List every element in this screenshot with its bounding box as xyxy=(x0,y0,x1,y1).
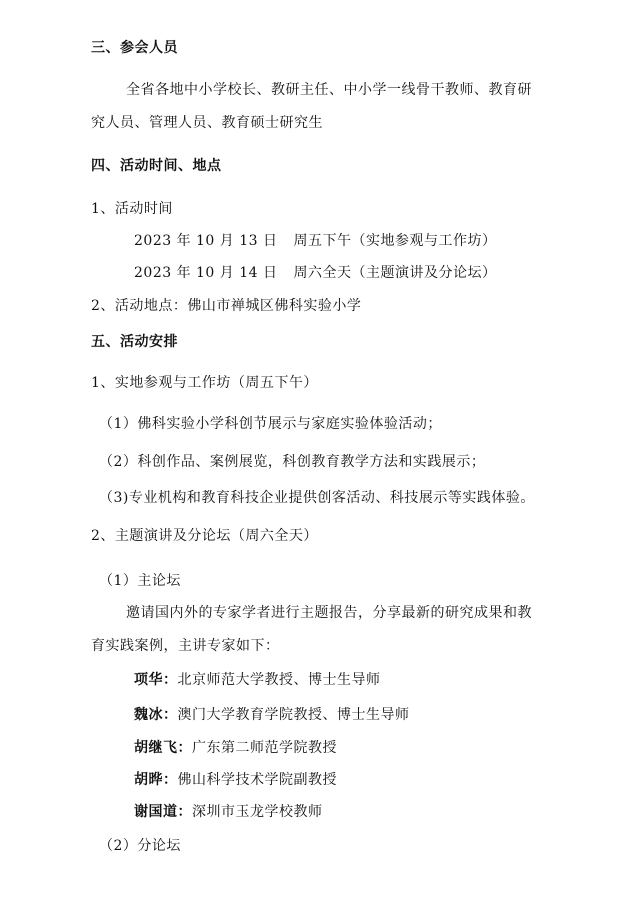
schedule-desc-1: 周五下午（实地参观与工作坊） xyxy=(293,233,497,249)
schedule-date-2: 2023 年 10 月 14 日 xyxy=(134,265,278,281)
expert-title: 广东第二师范学院教授 xyxy=(192,740,337,756)
activity-time-label: 1、活动时间 xyxy=(91,201,173,217)
schedule-row-2 xyxy=(134,263,497,283)
expert-row xyxy=(134,802,323,822)
expert-row xyxy=(134,705,410,725)
expert-name: 谢国道： xyxy=(134,804,192,820)
expert-name: 胡晔： xyxy=(134,772,178,788)
main-forum-label: （1）主论坛 xyxy=(99,573,181,589)
field-visit-item-2: （2）科创作品、案例展览，科创教育教学方法和实践展示； xyxy=(99,454,486,470)
expert-title: 深圳市玉龙学校教师 xyxy=(192,804,323,820)
expert-row xyxy=(134,670,381,690)
attendees-paragraph-line-2: 究人员、管理人员、教育硕士研究生 xyxy=(91,115,323,131)
expert-title: 佛山科学技术学院副教授 xyxy=(177,772,337,788)
field-visit-item-1: （1）佛科实验小学科创节展示与家庭实验体验活动； xyxy=(99,416,442,432)
keynote-label: 2、主题演讲及分论坛（周六全天） xyxy=(91,528,318,544)
expert-row xyxy=(134,738,337,758)
schedule-desc-2: 周六全天（主题演讲及分论坛） xyxy=(293,265,497,281)
section-3-heading: 三、参会人员 xyxy=(91,40,178,56)
sub-forum-label: （2）分论坛 xyxy=(99,838,181,854)
expert-name: 胡继飞： xyxy=(134,740,192,756)
expert-row xyxy=(134,770,337,790)
main-forum-paragraph-line-1: 邀请国内外的专家学者进行主题报告，分享最新的研究成果和教 xyxy=(126,605,532,621)
section-5-heading: 五、活动安排 xyxy=(91,334,178,350)
expert-title: 北京师范大学教授、博士生导师 xyxy=(177,672,381,688)
attendees-paragraph-line-1: 全省各地中小学校长、教研主任、中小学一线骨干教师、教育研 xyxy=(126,82,532,98)
main-forum-paragraph-line-2: 育实践案例，主讲专家如下： xyxy=(91,638,280,654)
field-visit-label: 1、实地参观与工作坊（周五下午） xyxy=(91,375,318,391)
section-4-heading: 四、活动时间、地点 xyxy=(91,158,222,174)
expert-name: 魏冰： xyxy=(134,707,178,723)
activity-location: 2、活动地点：佛山市禅城区佛科实验小学 xyxy=(91,298,362,314)
field-visit-item-3: （3)专业机构和教育科技企业提供创客活动、科技展示等实践体验。 xyxy=(99,490,535,506)
schedule-date-1: 2023 年 10 月 13 日 xyxy=(134,233,278,249)
expert-name: 项华： xyxy=(134,672,178,688)
schedule-row-1 xyxy=(134,231,497,251)
expert-title: 澳门大学教育学院教授、博士生导师 xyxy=(177,707,410,723)
